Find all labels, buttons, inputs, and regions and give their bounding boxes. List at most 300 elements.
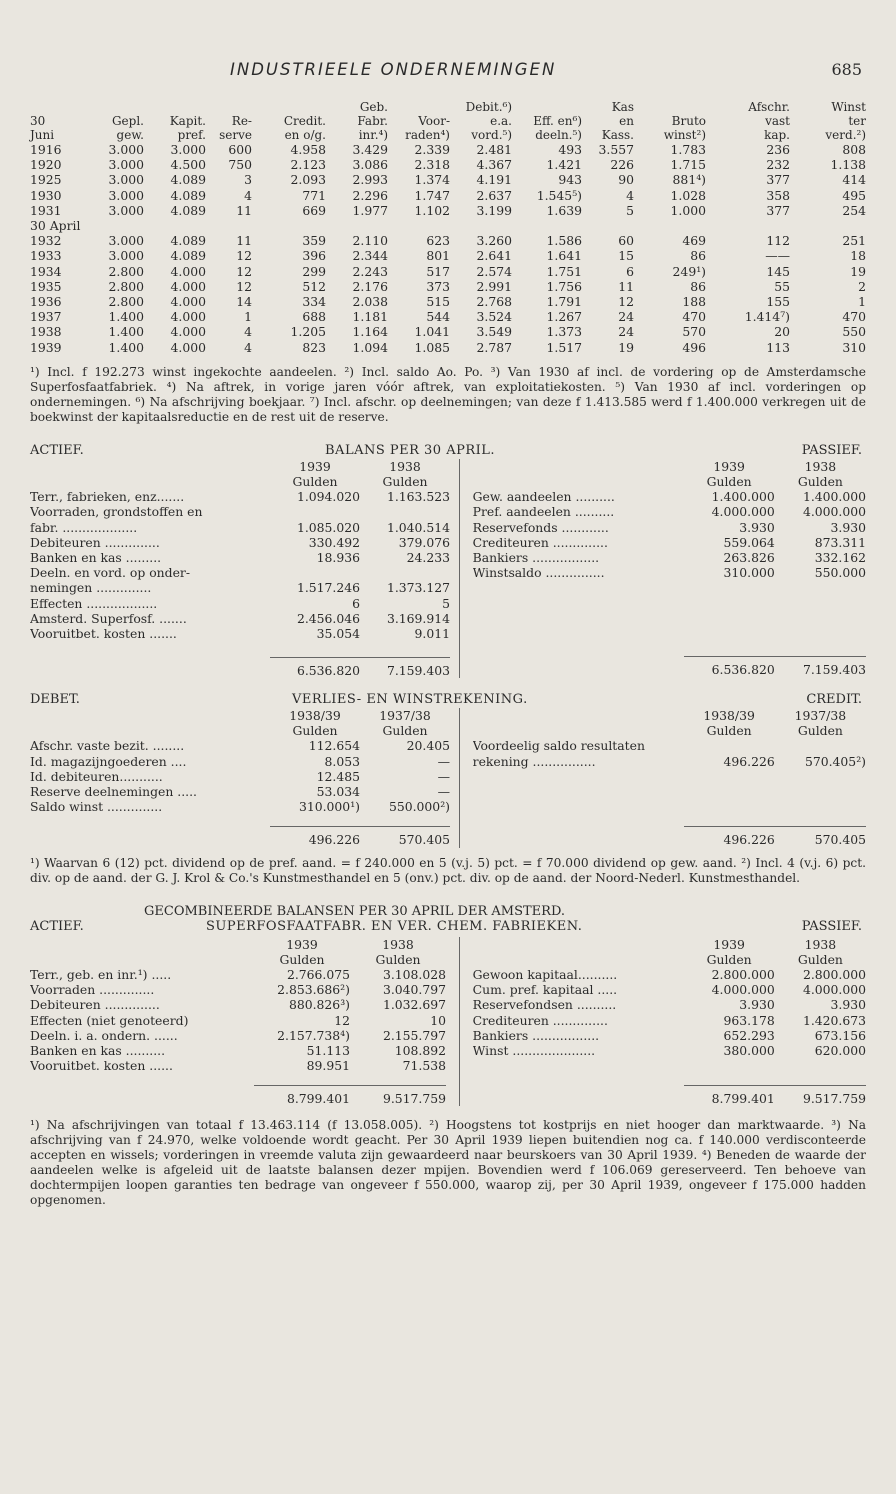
table-cell: 334 <box>302 294 326 310</box>
table-cell: 1.791 <box>546 294 582 310</box>
table-cell: 3.000 <box>108 172 144 188</box>
column-header-line: en o/g. <box>284 128 326 142</box>
item-value: 20.405 <box>406 738 450 754</box>
table-cell: 823 <box>302 339 326 355</box>
table-cell: 4 <box>244 324 252 340</box>
item-value: — <box>437 753 450 769</box>
spacer <box>460 1043 472 1058</box>
item-label: Amsterd. Superfosf. ....... <box>30 610 187 626</box>
table-cell: 2.339 <box>414 142 450 157</box>
table-cell: 1925 <box>30 172 62 188</box>
table-cell: 1.138 <box>830 157 866 173</box>
table-row <box>30 172 866 187</box>
spacer <box>446 1058 459 1073</box>
list-item <box>460 504 866 519</box>
item-value: 570.405²) <box>804 753 866 769</box>
table-cell: 1935 <box>30 278 62 294</box>
table-cell: 750 <box>228 157 252 173</box>
table-cell: 4.191 <box>476 172 512 188</box>
item-value: 550.000²) <box>388 799 450 815</box>
item-value <box>360 565 450 580</box>
balance-sheet <box>30 443 866 678</box>
item-value: 89.951 <box>306 1058 350 1074</box>
header-row <box>30 100 866 142</box>
total-value: 9.517.759 <box>382 1090 446 1106</box>
column-header-line: Bruto <box>671 114 706 128</box>
item-value: 2.800.000 <box>802 966 866 982</box>
column-header <box>790 100 866 142</box>
table-cell: 86 <box>690 248 706 264</box>
table-cell: 299 <box>302 263 326 279</box>
item-value: 4.000.000 <box>802 504 866 520</box>
list-item <box>30 580 459 595</box>
year-header: 1937/38 <box>379 707 431 723</box>
table-cell: 1.267 <box>546 309 582 325</box>
item-value: 1.163.523 <box>386 489 450 505</box>
page <box>30 0 866 1208</box>
table-cell: 469 <box>682 233 706 249</box>
actief-label: ACTIEF. <box>30 442 84 458</box>
table-cell: 3.086 <box>352 157 388 173</box>
list-item <box>30 1043 459 1058</box>
column-header <box>388 100 450 142</box>
table-cell: 1.715 <box>670 157 706 173</box>
table-cell: 544 <box>426 309 450 325</box>
total-value: 496.226 <box>723 832 775 848</box>
list-item <box>30 596 459 611</box>
list-item <box>460 997 866 1012</box>
item-label: Bankiers ................. <box>472 1027 600 1043</box>
item-label: Bankiers ................. <box>472 550 600 566</box>
list-item <box>30 799 459 814</box>
table-cell: 18 <box>850 248 866 264</box>
item-value: 108.892 <box>394 1042 446 1058</box>
item-value: 380.000 <box>723 1042 775 1058</box>
list-item <box>460 535 866 550</box>
table-row <box>30 188 866 203</box>
table-cell: 1916 <box>30 142 62 157</box>
table-cell: 1.000 <box>670 202 706 218</box>
table-cell: 1937 <box>30 309 62 325</box>
table-subheader-row <box>30 218 866 233</box>
table-row <box>30 264 866 279</box>
list-item <box>30 1013 459 1028</box>
table-cell: 86 <box>690 278 706 294</box>
table-cell: 2.768 <box>476 294 512 310</box>
column-header-line: vord.⁵) <box>471 128 512 142</box>
total-value: 7.159.403 <box>386 662 450 678</box>
spacer <box>460 565 472 580</box>
item-label: nemingen .............. <box>30 580 152 596</box>
column-header-line: Re- <box>231 114 252 128</box>
total-value: 9.517.759 <box>802 1090 866 1106</box>
pl-footnotes: ¹) Waarvan 6 (12) pct. dividend op de pref. aand. = f 240.000 en 5 (v.j. 5) pct. = f 70.000 dividend op gew. aand. ²) Incl. 4 (v.j. 6) pct. div. op de aand. der G. J. Krol & Co.'s Kunstmesthandel en 5 (onv.) pct. div. op de aand. der Noord-Nederl. Kunstmesthandel. <box>30 855 866 885</box>
table-cell: 771 <box>302 187 326 203</box>
table-header <box>30 100 866 142</box>
item-label: Gew. aandeelen .......... <box>472 489 615 505</box>
list-item <box>30 535 459 550</box>
list-item <box>460 1043 866 1058</box>
table-cell: 1.977 <box>352 202 388 218</box>
table-cell: 4 <box>244 187 252 203</box>
item-value: 263.826 <box>723 550 775 566</box>
table-cell: 470 <box>682 309 706 325</box>
spacer <box>450 769 459 784</box>
item-value: 24.233 <box>406 550 450 566</box>
year-header: 1938 <box>804 458 837 474</box>
table-cell: 188 <box>682 294 706 310</box>
table-cell: 496 <box>682 339 706 355</box>
table-cell: 19 <box>850 263 866 279</box>
pl-right-table <box>460 708 866 848</box>
table-cell: 3.429 <box>352 142 388 157</box>
table-cell: 4.089 <box>170 233 206 249</box>
profit-loss-account <box>30 692 866 886</box>
table-cell: 3.199 <box>476 202 512 218</box>
table-cell: 1920 <box>30 157 62 173</box>
table-cell: 688 <box>302 309 326 325</box>
table-cell: 4.500 <box>170 157 206 173</box>
table-row <box>30 157 866 172</box>
column-header-line: vast <box>765 114 790 128</box>
spacer <box>450 784 459 799</box>
table-cell: 1.373 <box>546 324 582 340</box>
table-cell: 1932 <box>30 233 62 249</box>
table-subheader: 30 April <box>30 218 81 234</box>
spacer <box>460 967 472 982</box>
column-header-line: Fabr. <box>357 114 388 128</box>
item-value: 559.064 <box>723 534 775 550</box>
table-cell: 12 <box>236 248 252 264</box>
table-cell: 1931 <box>30 202 62 218</box>
debet-label: DEBET. <box>30 691 80 707</box>
table-cell: 3.000 <box>108 233 144 249</box>
credit-label: CREDIT. <box>806 691 862 707</box>
list-item <box>30 754 459 769</box>
combined-title-2: SUPERFOSFAATFABR. EN VER. CHEM. FABRIEKEN. <box>206 918 583 934</box>
table-cell: 2.574 <box>476 263 512 279</box>
table-cell: 226 <box>610 157 634 173</box>
item-value: 4.000.000 <box>802 982 866 998</box>
table-cell: 11 <box>236 202 252 218</box>
spacer <box>460 997 472 1012</box>
table-cell: 2.641 <box>476 248 512 264</box>
item-value: 1.085.020 <box>296 519 360 535</box>
table-cell: 495 <box>842 187 866 203</box>
table-cell: 90 <box>618 172 634 188</box>
year-header: 1937/38 <box>794 707 847 723</box>
item-value: 5 <box>442 595 450 611</box>
item-label: Cum. pref. kapitaal ..... <box>472 982 618 998</box>
pl-left-table <box>30 708 459 847</box>
table-row <box>30 279 866 294</box>
item-label: Crediteuren .............. <box>472 1012 608 1028</box>
column-header-line: Eff. en⁶) <box>533 114 582 128</box>
column-header-line: Kass. <box>601 128 634 142</box>
table-cell: 3.557 <box>598 142 634 157</box>
table-row <box>30 340 866 355</box>
column-header <box>326 100 388 142</box>
list-item <box>30 520 459 535</box>
item-value: 1.040.514 <box>386 519 450 535</box>
spacer <box>450 535 459 550</box>
item-label: Deeln. i. a. ondern. ...... <box>30 1027 178 1043</box>
item-value: 1.032.697 <box>382 997 446 1013</box>
table-cell: 2.800 <box>108 278 144 294</box>
unit-header: Gulden <box>706 723 752 739</box>
item-value: 673.156 <box>814 1027 866 1043</box>
list-item <box>460 967 866 982</box>
item-value: 963.178 <box>723 1012 775 1028</box>
column-header <box>706 100 790 142</box>
table-cell: 4.089 <box>170 187 206 203</box>
table-cell: 24 <box>618 309 634 325</box>
spacer <box>450 611 459 626</box>
balance-title: BALANS PER 30 APRIL. <box>325 442 496 458</box>
column-header <box>144 100 206 142</box>
item-label: Gewoon kapitaal.......... <box>472 966 618 982</box>
table-cell: 2.110 <box>352 233 388 249</box>
table-cell: 2.993 <box>352 172 388 188</box>
item-value: 3.169.914 <box>386 610 450 626</box>
column-header-line: Juni <box>30 128 55 142</box>
table-cell: 4 <box>244 339 252 355</box>
table-row <box>30 309 866 324</box>
table-row <box>30 324 866 339</box>
item-value: 1.420.673 <box>802 1012 866 1028</box>
table-cell: 55 <box>774 278 790 294</box>
table-cell: 2.344 <box>352 248 388 264</box>
table-cell: 2.481 <box>476 142 512 157</box>
table-cell: 1.756 <box>546 278 582 294</box>
table-cell: 1.641 <box>546 248 582 264</box>
spacer <box>460 754 472 769</box>
table-cell: 1.586 <box>546 233 582 249</box>
item-value: 3.108.028 <box>382 966 446 982</box>
table-cell: 4.958 <box>290 142 326 157</box>
table-cell: 1.205 <box>290 324 326 340</box>
column-header-line: Gepl. <box>111 114 144 128</box>
item-value: 4.000.000 <box>711 982 775 998</box>
list-item <box>30 1028 459 1043</box>
list-item <box>460 1013 866 1028</box>
column-header-line: deeln.⁵) <box>535 128 582 142</box>
item-value: — <box>437 784 450 799</box>
table-cell: 1933 <box>30 248 62 264</box>
item-value: 310.000¹) <box>298 799 360 815</box>
table-cell: 1.400 <box>108 309 144 325</box>
table-cell: 515 <box>426 294 450 310</box>
pl-title: VERLIES- EN WINSTREKENING. <box>292 691 528 707</box>
table-cell: 414 <box>842 172 866 188</box>
list-item <box>30 611 459 626</box>
table-cell: 2.800 <box>108 263 144 279</box>
item-label: Reservefonds ............ <box>472 519 609 535</box>
table-cell: 2.318 <box>414 157 450 173</box>
item-value: 496.226 <box>723 753 775 769</box>
table-cell: 4.000 <box>170 324 206 340</box>
spacer <box>450 738 459 753</box>
table-cell: 3.549 <box>476 324 512 340</box>
column-header <box>206 100 252 142</box>
column-header-line: Credit. <box>283 114 326 128</box>
list-item <box>460 520 866 535</box>
item-value: 880.826³) <box>288 997 350 1013</box>
financial-history-table <box>30 100 866 355</box>
table-cell: 1.639 <box>546 202 582 218</box>
column-header <box>634 100 706 142</box>
balance-right-table <box>460 459 866 677</box>
table-cell: 14 <box>236 294 252 310</box>
table-cell: 377 <box>766 172 790 188</box>
table-cell: 4 <box>626 187 634 203</box>
passief-label: PASSIEF. <box>801 918 862 934</box>
list-item <box>30 565 459 580</box>
table-cell: 2.093 <box>290 172 326 188</box>
total-value: 6.536.820 <box>296 662 360 678</box>
table-cell: 249¹) <box>672 263 706 279</box>
item-value: 3.930 <box>739 997 775 1013</box>
item-value: 6 <box>352 595 360 611</box>
item-value: 873.311 <box>814 534 866 550</box>
item-value: 9.011 <box>414 626 450 642</box>
total-value: 570.405 <box>398 831 450 847</box>
year-header: 1938 <box>804 936 837 952</box>
table-cell: 1 <box>244 309 252 325</box>
list-item <box>460 1028 866 1043</box>
list-item <box>30 784 459 799</box>
item-value: 330.492 <box>308 534 360 550</box>
item-label: Crediteuren .............. <box>472 534 608 550</box>
spacer <box>446 967 459 982</box>
page-title: INDUSTRIEELE ONDERNEMINGEN <box>230 60 557 79</box>
column-header-line: e.a. <box>490 114 512 128</box>
item-value <box>270 565 360 580</box>
item-value: 10 <box>430 1012 446 1028</box>
item-label: Pref. aandeelen .......... <box>472 504 615 520</box>
spacer <box>450 596 459 611</box>
list-item <box>30 550 459 565</box>
spacer <box>446 1028 459 1043</box>
item-label: Vooruitbet. kosten ...... <box>30 1058 173 1074</box>
unit-header: Gulden <box>382 723 428 739</box>
list-item <box>460 550 866 565</box>
table-cell: 517 <box>426 263 450 279</box>
spacer <box>460 982 472 997</box>
unit-header: Gulden <box>797 951 843 967</box>
list-item <box>460 738 866 753</box>
page-number: 685 <box>831 60 862 79</box>
item-value: 379.076 <box>398 534 450 550</box>
table-cell: 600 <box>228 142 252 157</box>
list-item <box>30 1058 459 1073</box>
year-header: 1939 <box>286 936 318 952</box>
table-row <box>30 233 866 248</box>
table-cell: 4.000 <box>170 309 206 325</box>
list-item <box>30 769 459 784</box>
table-cell: 20 <box>774 324 790 340</box>
total-value: 570.405 <box>814 832 866 848</box>
spacer <box>460 535 472 550</box>
table-cell: 4.367 <box>476 157 512 173</box>
spacer <box>450 504 459 519</box>
table-cell: 11 <box>236 233 252 249</box>
table-cell: 113 <box>766 339 790 355</box>
table-cell: 1936 <box>30 294 62 310</box>
unit-header: Gulden <box>375 951 421 967</box>
table-cell: —— <box>765 248 790 264</box>
column-header <box>450 100 512 142</box>
column-header-line: pref. <box>177 128 206 142</box>
table-cell: 4.089 <box>170 248 206 264</box>
table-cell: 1930 <box>30 187 62 203</box>
item-label: Saldo winst .............. <box>30 799 163 815</box>
combined-title-1: GECOMBINEERDE BALANSEN PER 30 APRIL DER AMSTERD. <box>144 903 566 919</box>
spacer <box>460 520 472 535</box>
table-cell: 1.751 <box>546 263 582 279</box>
table-cell: 3.260 <box>476 233 512 249</box>
table-cell: 2.123 <box>290 157 326 173</box>
item-label: Reservefondsen .......... <box>472 997 617 1013</box>
spacer <box>450 626 459 641</box>
table-cell: 4.000 <box>170 294 206 310</box>
table-row <box>30 142 866 157</box>
table-cell: 3.000 <box>108 142 144 157</box>
spacer <box>450 550 459 565</box>
item-label: Effecten .................. <box>30 595 158 611</box>
table-cell: 396 <box>302 248 326 264</box>
spacer <box>450 489 459 504</box>
passief-label: PASSIEF. <box>801 442 862 458</box>
item-value: 332.162 <box>814 550 866 566</box>
item-value: 112.654 <box>308 738 360 754</box>
item-value <box>684 738 775 753</box>
item-value: 2.456.046 <box>296 610 360 626</box>
column-header-line: serve <box>219 128 252 142</box>
spacer <box>450 580 459 595</box>
table-cell: 60 <box>618 233 634 249</box>
item-label: rekening ................ <box>472 753 596 769</box>
item-value: 71.538 <box>402 1058 446 1074</box>
item-label: Voorraden, grondstoffen en <box>30 504 203 520</box>
table-cell: 12 <box>236 278 252 294</box>
column-header-line: inr.⁴) <box>358 128 388 142</box>
item-label: Terr., fabrieken, enz....... <box>30 489 185 505</box>
table-cell: 3 <box>244 172 252 188</box>
table-cell: 4.000 <box>170 263 206 279</box>
item-value: 35.054 <box>316 626 360 642</box>
column-header-line: Voor- <box>418 114 450 128</box>
table-cell: 251 <box>842 233 866 249</box>
item-value: 4.000.000 <box>711 504 775 520</box>
table-row <box>30 248 866 263</box>
table-cell: 1.094 <box>352 339 388 355</box>
item-value: 1.517.246 <box>296 580 360 596</box>
table-cell: 4.089 <box>170 172 206 188</box>
column-header <box>582 100 634 142</box>
table-cell: 24 <box>618 324 634 340</box>
table-cell: 493 <box>558 142 582 157</box>
year-header: 1939 <box>713 458 745 474</box>
table-cell: 1.783 <box>670 142 706 157</box>
item-value: 1.400.000 <box>711 489 775 505</box>
spacer <box>450 565 459 580</box>
list-item <box>460 489 866 504</box>
unit-header: Gulden <box>382 474 428 490</box>
column-header-line: winst²) <box>663 128 706 142</box>
column-header-line: Debit.⁶) <box>465 100 512 114</box>
column-header <box>252 100 326 142</box>
